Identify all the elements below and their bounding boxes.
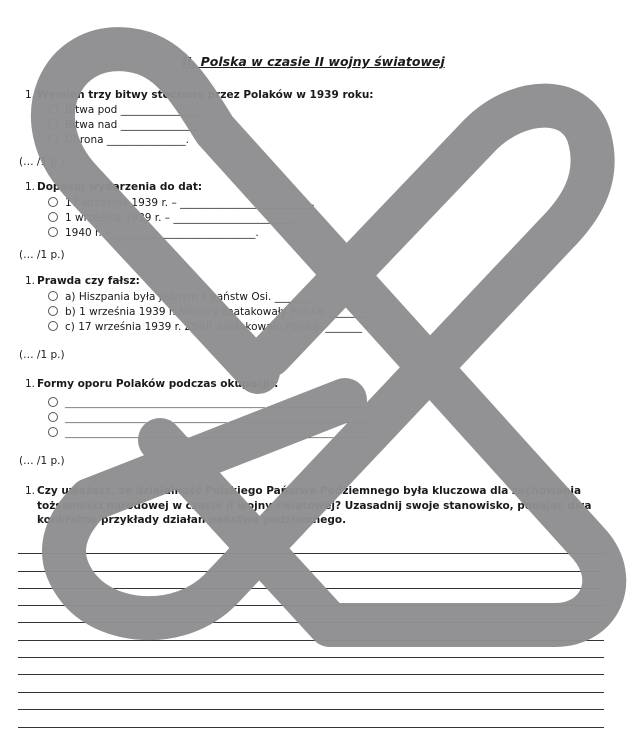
answer-line bbox=[18, 571, 604, 572]
question-text: Czy uważasz, że działalność Polskiego Państwa Podziemnego była kluczowa dla zachowania tożsamości narodowej w czasie II wojny światowej? Uzasadnij swoje stanowisko, podając dwa konkretne przykłady działań państwa podziemnego. bbox=[37, 485, 592, 526]
circle-bullet-icon bbox=[48, 321, 58, 331]
option-item bbox=[48, 133, 189, 146]
circle-bullet-icon bbox=[48, 134, 58, 144]
option-text: 17 września 1939 r. – _________________________. bbox=[65, 197, 315, 209]
option-item bbox=[48, 211, 297, 224]
question-text: Prawda czy fałsz: bbox=[37, 275, 140, 287]
question-text: Formy oporu Polaków podczas okupacji:: bbox=[37, 378, 279, 390]
option-item bbox=[48, 396, 369, 408]
question-text: Wymień trzy bitwy stoczone przez Polaków w 1939 roku: bbox=[37, 89, 374, 101]
option-text: a) Hiszpania była jednym z państw Osi. _______ bbox=[65, 291, 312, 303]
option-text: 1940 r. – ___________________________. bbox=[65, 227, 259, 239]
circle-bullet-icon bbox=[48, 197, 58, 207]
answer-line bbox=[18, 622, 604, 623]
worksheet-title: II. Polska w czasie II wojny światowej bbox=[182, 54, 445, 69]
points-label: (… /1 p.) bbox=[19, 249, 65, 261]
question-number: 1. bbox=[25, 485, 36, 497]
circle-bullet-icon bbox=[48, 291, 58, 301]
question-number: 1. bbox=[25, 378, 36, 390]
answer-line bbox=[18, 727, 604, 728]
question-4 bbox=[25, 378, 278, 390]
option-item bbox=[48, 196, 315, 209]
option-item bbox=[48, 290, 311, 303]
circle-bullet-icon bbox=[48, 427, 58, 437]
option-item bbox=[48, 411, 369, 423]
option-text: Bitwa nad _______________. bbox=[65, 119, 203, 131]
circle-bullet-icon bbox=[48, 412, 58, 422]
option-text: Obrona _______________. bbox=[65, 134, 189, 146]
option-item bbox=[48, 320, 362, 333]
answer-line bbox=[18, 605, 604, 606]
answer-line bbox=[18, 640, 604, 641]
answer-line bbox=[18, 709, 604, 710]
question-number: 1. bbox=[25, 275, 36, 287]
answer-line bbox=[18, 553, 604, 554]
option-text: c) 17 września 1939 r. ZSRR zaatakowało Polskę. _______ bbox=[65, 321, 363, 333]
circle-bullet-icon bbox=[48, 397, 58, 407]
points-label: (… /1 p.) bbox=[19, 349, 65, 361]
option-item bbox=[48, 305, 372, 318]
question-3 bbox=[25, 275, 140, 287]
question-number: 1. bbox=[25, 181, 36, 193]
answer-line: ____________________________________________________________________________ bbox=[65, 429, 369, 438]
option-text: 1 września 1939 r. – _______________________. bbox=[65, 212, 298, 224]
option-text: Bitwa pod _______________. bbox=[65, 104, 203, 116]
answer-line: ____________________________________________________________________________ bbox=[65, 414, 369, 423]
circle-bullet-icon bbox=[48, 227, 58, 237]
option-item bbox=[48, 103, 203, 116]
option-item bbox=[48, 118, 203, 131]
circle-bullet-icon bbox=[48, 306, 58, 316]
circle-bullet-icon bbox=[48, 104, 58, 114]
circle-bullet-icon bbox=[48, 212, 58, 222]
circle-bullet-icon bbox=[48, 119, 58, 129]
answer-line bbox=[18, 588, 604, 589]
option-text: b) 1 września 1939 r. Niemcy zaatakowały Polskę. ________ bbox=[65, 306, 373, 318]
option-item bbox=[48, 226, 259, 239]
question-2 bbox=[25, 181, 202, 193]
question-5 bbox=[25, 484, 615, 528]
answer-line: ____________________________________________________________________________ bbox=[65, 399, 369, 408]
points-label: (… /1 p.) bbox=[19, 156, 65, 168]
question-1 bbox=[25, 89, 374, 101]
points-label: (… /1 p.) bbox=[19, 455, 65, 467]
question-number: 1. bbox=[25, 89, 36, 101]
answer-line bbox=[18, 674, 604, 675]
answer-line bbox=[18, 692, 604, 693]
question-text: Dopasuj wydarzenia do dat: bbox=[37, 181, 203, 193]
answer-line bbox=[18, 657, 604, 658]
option-item bbox=[48, 426, 369, 438]
